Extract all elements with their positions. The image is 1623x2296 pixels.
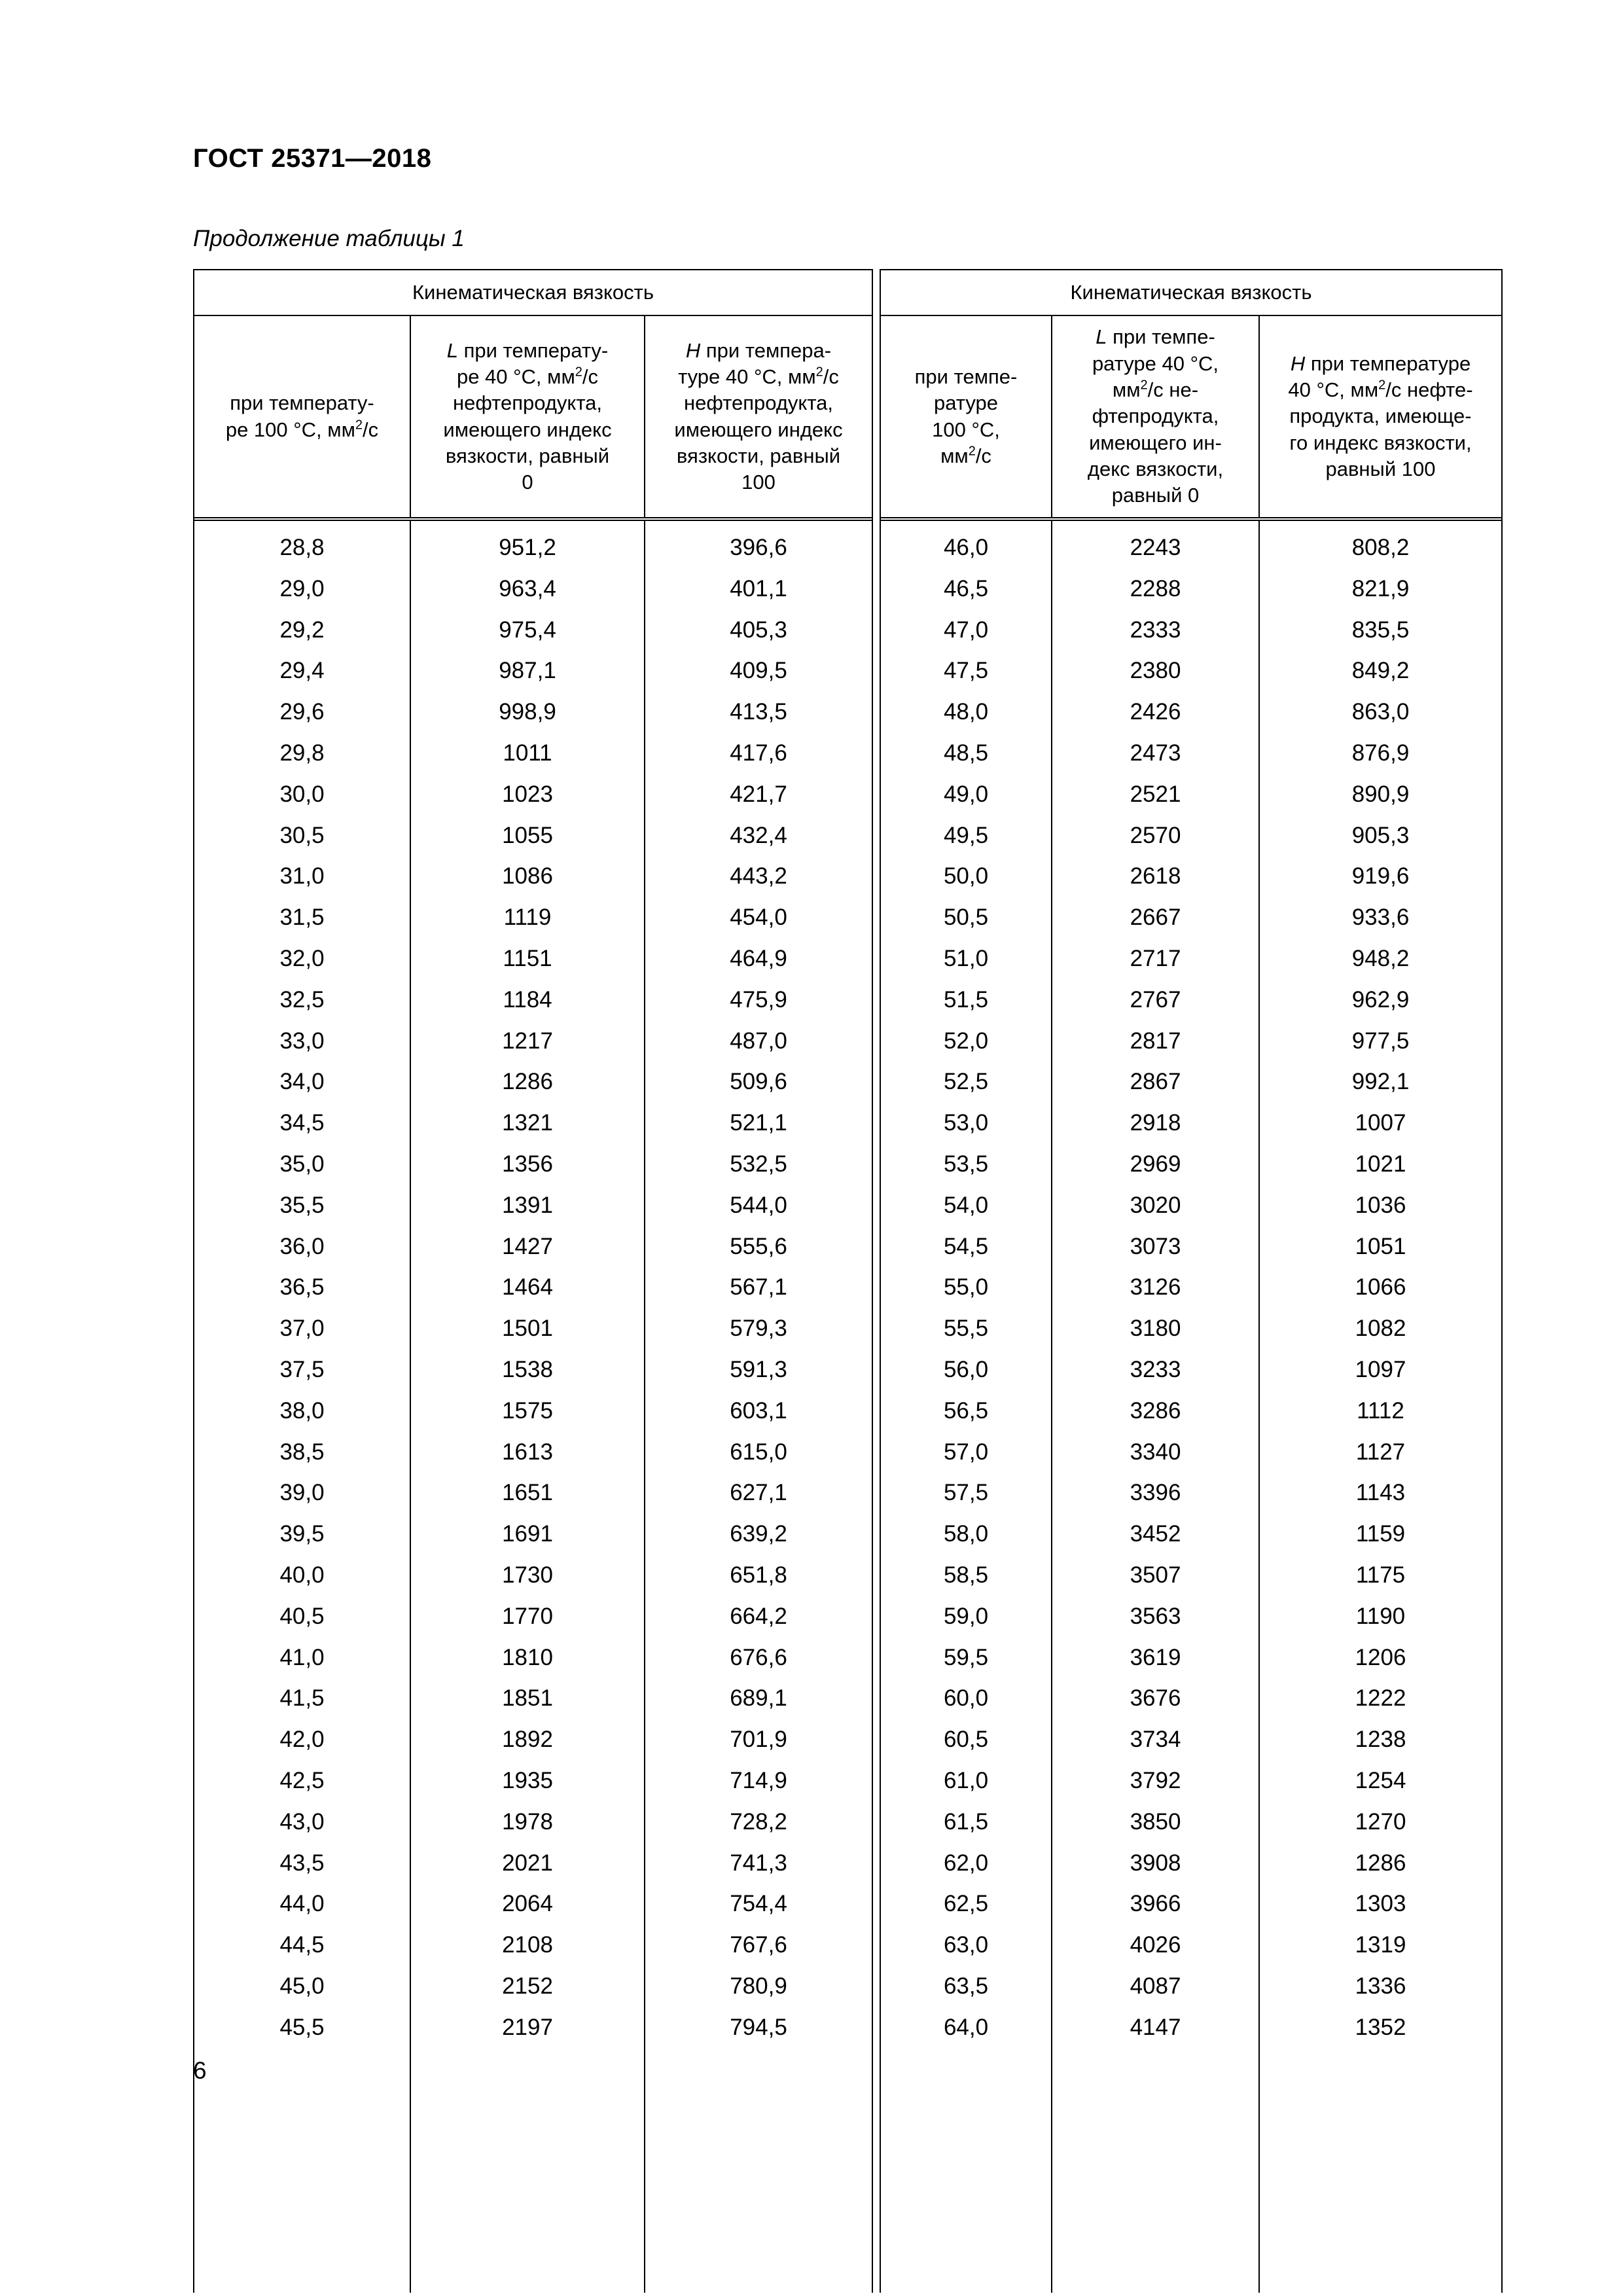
page-number: 6 bbox=[193, 2057, 207, 2084]
table-cell: 47,0 bbox=[943, 617, 989, 643]
table-cell: 998,9 bbox=[499, 699, 556, 725]
table-cell: 50,5 bbox=[943, 905, 989, 931]
table-cell: 32,5 bbox=[279, 986, 325, 1013]
table-cell: 475,9 bbox=[730, 986, 787, 1013]
table-cell: 432,4 bbox=[730, 822, 787, 848]
table-cell: 676,6 bbox=[730, 1644, 787, 1670]
table-left-half bbox=[193, 269, 873, 2293]
header-l-viscosity-40c: L при температу- ре 40 °С, $мм^2/с$ нефтепродукта, имеющего индекс вязкости, равный 0 bbox=[411, 316, 645, 517]
table-cell: 29,8 bbox=[279, 740, 325, 766]
table-cell: 64,0 bbox=[943, 2014, 989, 2040]
table-cell: 1143 bbox=[1355, 1480, 1406, 1506]
table-cell: 48,5 bbox=[943, 740, 989, 766]
table-cell: 1730 bbox=[502, 1562, 553, 1588]
table-cell: 2064 bbox=[502, 1891, 553, 1917]
table-cell: 3619 bbox=[1130, 1644, 1181, 1670]
table-cell: 651,8 bbox=[730, 1562, 787, 1588]
table-cell: 33,0 bbox=[279, 1028, 325, 1054]
table-cell: 835,5 bbox=[1351, 617, 1410, 643]
table-cell: 487,0 bbox=[730, 1028, 787, 1054]
table-cell: 1254 bbox=[1355, 1767, 1406, 1793]
table-cell: 1175 bbox=[1355, 1562, 1406, 1588]
table-cell: 555,6 bbox=[730, 1233, 787, 1259]
table-cell: 62,0 bbox=[943, 1850, 989, 1876]
table-cell: 1501 bbox=[502, 1316, 553, 1342]
table-cell: 59,0 bbox=[943, 1603, 989, 1629]
table-cell: 579,3 bbox=[730, 1316, 787, 1342]
table-cell: 41,5 bbox=[279, 1685, 325, 1712]
table-caption: Продолжение таблицы 1 bbox=[193, 226, 465, 251]
table-cell: 59,5 bbox=[943, 1644, 989, 1670]
document-code: ГОСТ 25371—2018 bbox=[193, 144, 432, 173]
table-cell: 48,0 bbox=[943, 699, 989, 725]
table-cell: 2380 bbox=[1130, 658, 1181, 684]
table-cell: 55,5 bbox=[943, 1316, 989, 1342]
table-cell: 1217 bbox=[502, 1028, 553, 1054]
table-cell: 2717 bbox=[1130, 945, 1181, 971]
table-cell: 1066 bbox=[1355, 1274, 1406, 1300]
table-cell: 890,9 bbox=[1351, 781, 1410, 807]
table-cell: 3020 bbox=[1130, 1192, 1181, 1218]
table-cell: 1036 bbox=[1355, 1192, 1406, 1218]
table-cell: 3850 bbox=[1130, 1808, 1181, 1835]
table-cell: 2243 bbox=[1130, 535, 1181, 560]
table-cell: 2021 bbox=[502, 1850, 553, 1876]
group-heading-left: Кинематическая вязкость bbox=[194, 270, 872, 316]
table-cell: 532,5 bbox=[730, 1151, 787, 1177]
table-cell: 46,0 bbox=[943, 535, 989, 560]
header-h-viscosity-40c-right: H при температуре 40 °С, $мм^2/с$ нефте- продукта, имеюще- го индекс вязкости, равный 100 bbox=[1288, 351, 1473, 480]
table-cell: 61,5 bbox=[943, 1808, 989, 1835]
table-cell: 977,5 bbox=[1351, 1028, 1410, 1054]
table-cell: 28,8 bbox=[279, 535, 325, 560]
table-cell: 1222 bbox=[1355, 1685, 1406, 1712]
table-cell: 849,2 bbox=[1351, 658, 1410, 684]
table-cell: 2867 bbox=[1130, 1069, 1181, 1095]
table-cell: 61,0 bbox=[943, 1767, 989, 1793]
table-cell: 2918 bbox=[1130, 1110, 1181, 1136]
table-cell: 3073 bbox=[1130, 1233, 1181, 1259]
table-cell: 3507 bbox=[1130, 1562, 1181, 1588]
table-cell: 29,6 bbox=[279, 699, 325, 725]
table-cell: 413,5 bbox=[730, 699, 787, 725]
table-cell: 1427 bbox=[502, 1233, 553, 1259]
table-cell: 1206 bbox=[1355, 1644, 1406, 1670]
table-cell: 521,1 bbox=[730, 1110, 787, 1136]
column-headers-right bbox=[881, 316, 1501, 521]
table-cell: 2570 bbox=[1130, 822, 1181, 848]
table-cell: 31,5 bbox=[279, 905, 325, 931]
table-cell: 1336 bbox=[1355, 1973, 1406, 1999]
table-cell: 47,5 bbox=[943, 658, 989, 684]
table-cell: 409,5 bbox=[730, 658, 787, 684]
column-kv100-right bbox=[881, 521, 1052, 2293]
table-cell: 35,0 bbox=[279, 1151, 325, 1177]
table-cell: 1286 bbox=[1355, 1850, 1406, 1876]
table-cell: 992,1 bbox=[1351, 1069, 1410, 1095]
table-cell: 639,2 bbox=[730, 1521, 787, 1547]
table-cell: 57,0 bbox=[943, 1439, 989, 1465]
table-cell: 35,5 bbox=[279, 1192, 325, 1218]
table-cell: 40,0 bbox=[279, 1562, 325, 1588]
table-cell: 1023 bbox=[502, 781, 553, 807]
table-cell: 55,0 bbox=[943, 1274, 989, 1300]
table-cell: 2817 bbox=[1130, 1028, 1181, 1054]
table-cell: 4087 bbox=[1130, 1973, 1181, 1999]
group-heading-right: Кинематическая вязкость bbox=[881, 270, 1501, 316]
table-cell: 933,6 bbox=[1351, 905, 1410, 931]
table-cell: 401,1 bbox=[730, 575, 787, 601]
table-cell: 44,0 bbox=[279, 1891, 325, 1917]
table-cell: 37,0 bbox=[279, 1316, 325, 1342]
table-cell: 1538 bbox=[502, 1356, 553, 1382]
table-cell: 39,5 bbox=[279, 1521, 325, 1547]
column-h40-left bbox=[645, 521, 872, 2293]
table-cell: 29,2 bbox=[279, 617, 325, 643]
table-cell: 3792 bbox=[1130, 1767, 1181, 1793]
table-cell: 62,5 bbox=[943, 1891, 989, 1917]
column-headers-left bbox=[194, 316, 872, 521]
table-cell: 1691 bbox=[502, 1521, 553, 1547]
table-cell: 3676 bbox=[1130, 1685, 1181, 1712]
table-cell: 54,0 bbox=[943, 1192, 989, 1218]
table-cell: 1613 bbox=[502, 1439, 553, 1465]
table-cell: 405,3 bbox=[730, 617, 787, 643]
table-cell: 454,0 bbox=[730, 905, 787, 931]
table-cell: 57,5 bbox=[943, 1480, 989, 1506]
header-h-viscosity-40c: H при темпера- туре 40 °С, $мм^2/с$ нефтепродукта, имеющего индекс вязкости, равный 100 bbox=[674, 338, 843, 494]
table-cell: 1270 bbox=[1355, 1808, 1406, 1835]
table-cell: 1082 bbox=[1355, 1316, 1406, 1342]
header-l-viscosity-40c-right: L при темпе- ратуре 40 °С, $мм^2/с$ не- фтепродукта, имеющего ин- декс вязкости, равный 0 bbox=[1052, 316, 1260, 517]
table-cell: 3126 bbox=[1130, 1274, 1181, 1300]
table-cell: 1810 bbox=[502, 1644, 553, 1670]
table-cell: 509,6 bbox=[730, 1069, 787, 1095]
table-cell: 567,1 bbox=[730, 1274, 787, 1300]
table-cell: 32,0 bbox=[279, 945, 325, 971]
table-cell: 29,0 bbox=[279, 575, 325, 601]
table-cell: 40,5 bbox=[279, 1603, 325, 1629]
table-cell: 42,5 bbox=[279, 1767, 325, 1793]
table-cell: 962,9 bbox=[1351, 986, 1410, 1013]
table-cell: 58,0 bbox=[943, 1521, 989, 1547]
table-cell: 3452 bbox=[1130, 1521, 1181, 1547]
table-cell: 2152 bbox=[502, 1973, 553, 1999]
table-cell: 767,6 bbox=[730, 1932, 787, 1958]
table-cell: 948,2 bbox=[1351, 945, 1410, 971]
table-cell: 1391 bbox=[502, 1192, 553, 1218]
table-cell: 1978 bbox=[502, 1808, 553, 1835]
table-cell: 30,0 bbox=[279, 781, 325, 807]
table-cell: 44,5 bbox=[279, 1932, 325, 1958]
table-cell: 29,4 bbox=[279, 658, 325, 684]
table-cell: 1021 bbox=[1355, 1151, 1406, 1177]
table-cell: 1086 bbox=[502, 863, 553, 889]
table-cell: 43,0 bbox=[279, 1808, 325, 1835]
table-cell: 2969 bbox=[1130, 1151, 1181, 1177]
table-cell: 37,5 bbox=[279, 1356, 325, 1382]
table-cell: 52,5 bbox=[943, 1069, 989, 1095]
table-cell: 63,0 bbox=[943, 1932, 989, 1958]
table-cell: 2667 bbox=[1130, 905, 1181, 931]
table-cell: 987,1 bbox=[499, 658, 556, 684]
table-cell: 728,2 bbox=[730, 1808, 787, 1835]
table-cell: 3180 bbox=[1130, 1316, 1181, 1342]
table-cell: 1356 bbox=[502, 1151, 553, 1177]
table-cell: 3966 bbox=[1130, 1891, 1181, 1917]
table-cell: 1007 bbox=[1355, 1110, 1406, 1136]
table-cell: 3286 bbox=[1130, 1397, 1181, 1424]
table-cell: 4026 bbox=[1130, 1932, 1181, 1958]
table-cell: 30,5 bbox=[279, 822, 325, 848]
table-cell: 2473 bbox=[1130, 740, 1181, 766]
table-cell: 49,5 bbox=[943, 822, 989, 848]
table-body-right bbox=[881, 521, 1501, 2293]
table-cell: 664,2 bbox=[730, 1603, 787, 1629]
table-cell: 1151 bbox=[503, 945, 552, 971]
table-cell: 1851 bbox=[502, 1685, 553, 1712]
column-kv100-left bbox=[194, 521, 411, 2293]
table-cell: 1319 bbox=[1355, 1932, 1406, 1958]
table-cell: 421,7 bbox=[730, 781, 787, 807]
header-kinematic-viscosity-100c-right: при темпе- ратуре 100 °С, $мм^2/с$ bbox=[881, 316, 1052, 517]
table-right-half bbox=[880, 269, 1503, 2293]
table-cell: 38,5 bbox=[279, 1439, 325, 1465]
table-cell: 50,0 bbox=[943, 863, 989, 889]
table-cell: 45,0 bbox=[279, 1973, 325, 1999]
table-cell: 3734 bbox=[1130, 1727, 1181, 1753]
table-cell: 1935 bbox=[502, 1767, 553, 1793]
table-cell: 34,5 bbox=[279, 1110, 325, 1136]
table-cell: 1055 bbox=[502, 822, 553, 848]
table-cell: 39,0 bbox=[279, 1480, 325, 1506]
table-cell: 2767 bbox=[1130, 986, 1181, 1013]
header-kinematic-viscosity-100c: при температу- ре 100 °С, $мм^2/с$ bbox=[194, 316, 411, 517]
table-cell: 3563 bbox=[1130, 1603, 1181, 1629]
table-cell: 34,0 bbox=[279, 1069, 325, 1095]
table-cell: 2288 bbox=[1130, 575, 1181, 601]
table-cell: 56,5 bbox=[943, 1397, 989, 1424]
table-cell: 1119 bbox=[503, 905, 552, 931]
table-cell: 3396 bbox=[1130, 1480, 1181, 1506]
table-cell: 689,1 bbox=[730, 1685, 787, 1712]
table-cell: 1321 bbox=[502, 1110, 553, 1136]
table-cell: 627,1 bbox=[730, 1480, 787, 1506]
table-cell: 1051 bbox=[1355, 1233, 1406, 1259]
table-cell: 544,0 bbox=[730, 1192, 787, 1218]
table-cell: 36,0 bbox=[279, 1233, 325, 1259]
table-cell: 1011 bbox=[503, 740, 552, 766]
table-cell: 58,5 bbox=[943, 1562, 989, 1588]
table-cell: 591,3 bbox=[730, 1356, 787, 1382]
table-cell: 919,6 bbox=[1351, 863, 1410, 889]
table-cell: 808,2 bbox=[1351, 535, 1410, 560]
table-cell: 615,0 bbox=[730, 1439, 787, 1465]
table-cell: 464,9 bbox=[730, 945, 787, 971]
table-cell: 60,0 bbox=[943, 1685, 989, 1712]
table-cell: 863,0 bbox=[1351, 699, 1410, 725]
table-cell: 51,5 bbox=[943, 986, 989, 1013]
table-cell: 31,0 bbox=[279, 863, 325, 889]
table-cell: 2426 bbox=[1130, 699, 1181, 725]
table-cell: 951,2 bbox=[499, 535, 556, 560]
table-cell: 53,5 bbox=[943, 1151, 989, 1177]
table-cell: 3233 bbox=[1130, 1356, 1181, 1382]
table-cell: 2197 bbox=[502, 2014, 553, 2040]
table-cell: 417,6 bbox=[730, 740, 787, 766]
table-cell: 603,1 bbox=[730, 1397, 787, 1424]
table-cell: 794,5 bbox=[730, 2014, 787, 2040]
table-cell: 1770 bbox=[502, 1603, 553, 1629]
table-cell: 1127 bbox=[1355, 1439, 1406, 1465]
table-cell: 821,9 bbox=[1351, 575, 1410, 601]
table-cell: 54,5 bbox=[943, 1233, 989, 1259]
table-cell: 3340 bbox=[1130, 1439, 1181, 1465]
table-cell: 46,5 bbox=[943, 575, 989, 601]
table-cell: 1352 bbox=[1355, 2014, 1406, 2040]
table-cell: 780,9 bbox=[730, 1973, 787, 1999]
table-cell: 2333 bbox=[1130, 617, 1181, 643]
table-cell: 1464 bbox=[502, 1274, 553, 1300]
table-cell: 51,0 bbox=[943, 945, 989, 971]
table-cell: 876,9 bbox=[1351, 740, 1410, 766]
table-cell: 2618 bbox=[1130, 863, 1181, 889]
table-cell: 714,9 bbox=[730, 1767, 787, 1793]
table-cell: 741,3 bbox=[730, 1850, 787, 1876]
table-cell: 38,0 bbox=[279, 1397, 325, 1424]
table-cell: 49,0 bbox=[943, 781, 989, 807]
table-cell: 1097 bbox=[1355, 1356, 1406, 1382]
table-cell: 60,5 bbox=[943, 1727, 989, 1753]
table-cell: 52,0 bbox=[943, 1028, 989, 1054]
table-cell: 396,6 bbox=[730, 535, 787, 560]
table-cell: 1184 bbox=[503, 986, 552, 1013]
table-cell: 42,0 bbox=[279, 1727, 325, 1753]
table-cell: 4147 bbox=[1130, 2014, 1181, 2040]
table-cell: 1575 bbox=[502, 1397, 553, 1424]
column-l40-left bbox=[411, 521, 645, 2293]
table-cell: 63,5 bbox=[943, 1973, 989, 1999]
table-cell: 53,0 bbox=[943, 1110, 989, 1136]
table-cell: 1892 bbox=[502, 1727, 553, 1753]
table-cell: 3908 bbox=[1130, 1850, 1181, 1876]
table-cell: 443,2 bbox=[730, 863, 787, 889]
column-l40-right bbox=[1052, 521, 1260, 2293]
table-body-left bbox=[194, 521, 872, 2293]
table-cell: 2521 bbox=[1130, 781, 1181, 807]
table-cell: 905,3 bbox=[1351, 822, 1410, 848]
table-cell: 56,0 bbox=[943, 1356, 989, 1382]
table-cell: 963,4 bbox=[499, 575, 556, 601]
table-cell: 1238 bbox=[1355, 1727, 1406, 1753]
table-cell: 2108 bbox=[502, 1932, 553, 1958]
table-cell: 1159 bbox=[1355, 1521, 1406, 1547]
table-cell: 45,5 bbox=[279, 2014, 325, 2040]
table-cell: 1112 bbox=[1357, 1397, 1404, 1424]
table-cell: 1286 bbox=[502, 1069, 553, 1095]
table-cell: 1651 bbox=[502, 1480, 553, 1506]
table-cell: 41,0 bbox=[279, 1644, 325, 1670]
table-cell: 36,5 bbox=[279, 1274, 325, 1300]
table-cell: 1303 bbox=[1355, 1891, 1406, 1917]
table-cell: 43,5 bbox=[279, 1850, 325, 1876]
table-cell: 754,4 bbox=[730, 1891, 787, 1917]
table-cell: 701,9 bbox=[730, 1727, 787, 1753]
table-cell: 975,4 bbox=[499, 617, 556, 643]
column-h40-right bbox=[1260, 521, 1501, 2293]
table-cell: 1190 bbox=[1355, 1603, 1406, 1629]
